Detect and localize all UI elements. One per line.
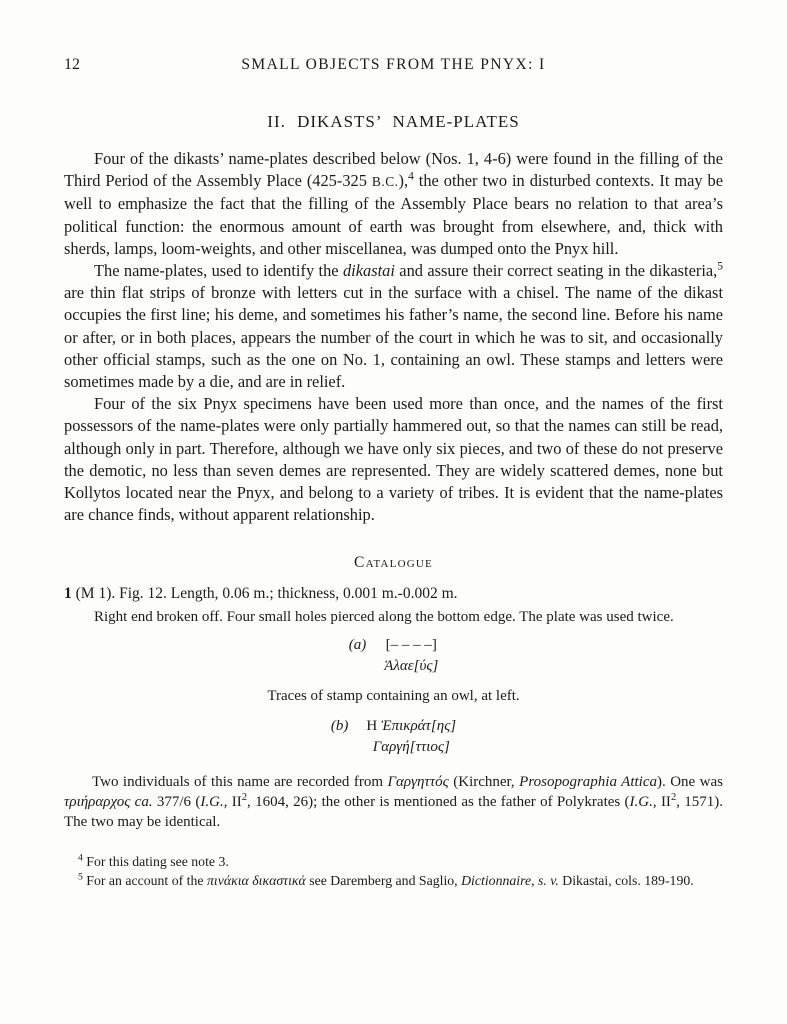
stamp-note: Traces of stamp containing an owl, at left. [267, 688, 520, 705]
inscription-b-lines [366, 716, 456, 758]
inscription-b-label: (b) [330, 718, 349, 735]
inscription-a-line-2: Ἁλαε[ύς] [384, 658, 439, 675]
catalogue-entry-description: Right end broken off. Four small holes pierced along the bottom edge. The plate was used twice. [94, 609, 674, 626]
body-paragraph-2: The name-plates, used to identify the dikastai and assure their correct seating in the dikasteria,$^5$ are thin flat strips of bronze with letters cut in the surface with a chisel. The name of the dikast occupies the first line; his deme, and sometimes his father’s name, the second line. Before his name or after, or in both places, appears the number of the court in which he was to sit, and occasionally other official stamps, such as the one on No. 1, containing an owl. These stamps and letters were sometimes made by a die, and are in relief. [64, 260, 723, 392]
inscription-a-label: (a) [348, 637, 367, 654]
section-heading: II. DIKASTS’ NAME-PLATES [267, 112, 520, 131]
footnote-5: $^5$ For an account of the πινάκια δικαστικά see Daremberg and Saglio, Dictionnaire, s. v. Dikastai, cols. 189-190. [78, 871, 694, 889]
inscription-a-lines [384, 635, 438, 677]
inscription-b-line-2: Γαργή[ττιος] [372, 739, 450, 756]
inscription-b [64, 716, 723, 758]
inscription-b-line-1: H Ἐπικράτ[ης] [366, 718, 457, 735]
catalogue-heading: Catalogue [354, 554, 433, 572]
catalogue-entry-head: 1 (M 1). Fig. 12. Length, 0.06 m.; thickness, 0.001 m.-0.002 m. [64, 585, 458, 603]
body-paragraph-1: Four of the dikasts’ name-plates described below (Nos. 1, 4-6) were found in the filling of the Third Period of the Assembly Place (425-325 B.C.),$^4$ the other two in disturbed contexts. It may be well to emphasize the fact that the filling of the Assembly Place bears no relation to that area’s political function: the enormous amount of earth was brought from elsewhere, and, thick with sherds, lamps, loom-weights, and other miscellanea, was dumped onto the Pnyx hill. [64, 149, 723, 258]
page-header [64, 56, 723, 78]
running-title: SMALL OBJECTS FROM THE PNYX: I [241, 56, 546, 73]
footnote-4: $^4$ For this dating see note 3. [78, 852, 229, 870]
inscription-a [64, 635, 723, 677]
inscription-a-line-1: [– – – –] [385, 637, 437, 654]
body-paragraph-3: Four of the six Pnyx specimens have been used more than once, and the names of the first possessors of the name-plates were only partially hammered out, so that the names can still be read, although only in part. Therefore, although we have only six pieces, and two of these do not preserve the demotic, no less than seven demes are represented. They are widely scattered demes, none but Kollytos located near the Pnyx, and belong to a variety of tribes. It is evident that the name-plates are chance finds, without apparent relationship. [64, 394, 723, 525]
inscription-b-block [331, 716, 456, 758]
footnotes [64, 852, 723, 890]
page-number: 12 [64, 56, 80, 73]
catalogue-commentary: Two individuals of this name are recorded from Γαργηττός (Kirchner, Prosopographia Attica). One was τριήραρχος ca. 377/6 (I.G., $II^2$, 1604, 26); the other is mentioned as the father of Polykrates (I.G., $II^2$, 1571). The two may be identical. [64, 774, 723, 831]
inscription-a-block [349, 635, 439, 677]
